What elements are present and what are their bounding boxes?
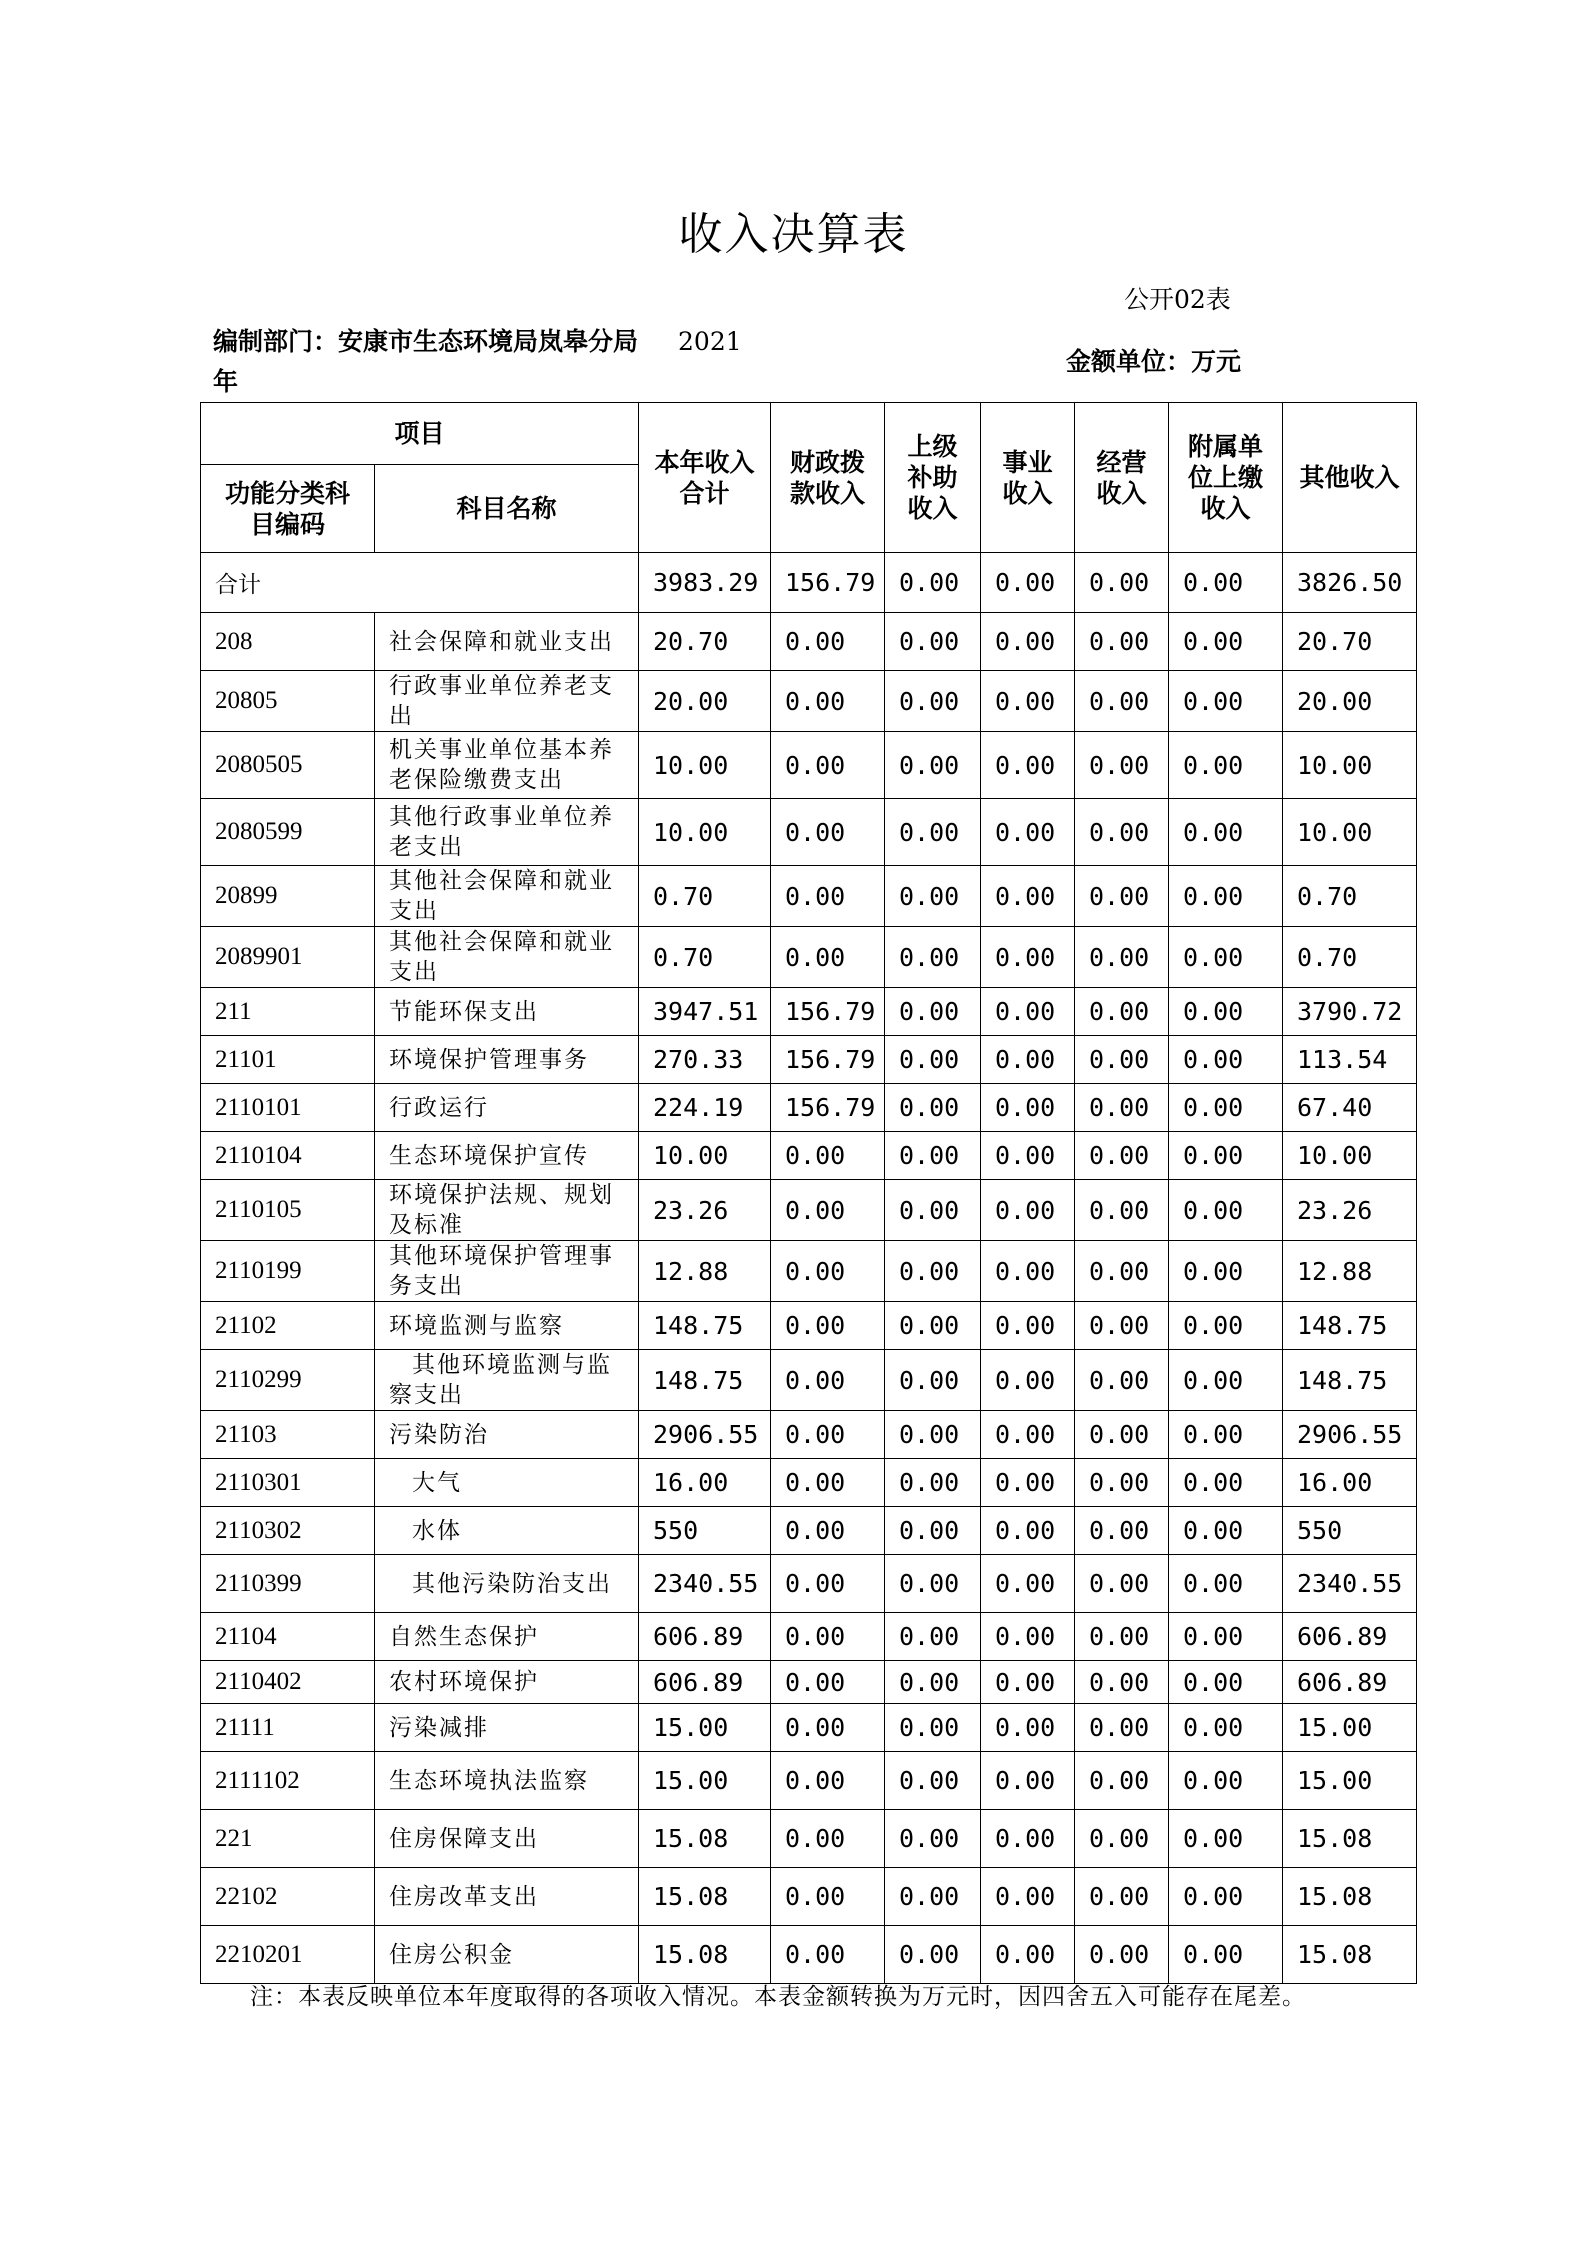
value-cell: 0.00 <box>771 1507 885 1555</box>
table-row <box>201 1704 1417 1752</box>
value-cell: 0.00 <box>771 927 885 988</box>
value-cell: 23.26 <box>639 1180 771 1241</box>
value-cell: 0.00 <box>771 1132 885 1180</box>
name-cell: 生态环境保护宣传 <box>375 1132 639 1180</box>
value-cell: 0.00 <box>1169 1704 1283 1752</box>
code-cell: 2110301 <box>201 1459 375 1507</box>
value-cell: 2340.55 <box>1283 1555 1417 1613</box>
table-row <box>201 1180 1417 1241</box>
table-row <box>201 799 1417 866</box>
value-cell: 0.00 <box>885 1613 981 1661</box>
code-cell: 2080599 <box>201 799 375 866</box>
value-cell: 0.00 <box>1075 1704 1169 1752</box>
value-cell: 0.00 <box>981 1036 1075 1084</box>
value-cell: 0.00 <box>885 732 981 799</box>
value-cell: 0.00 <box>981 1507 1075 1555</box>
code-cell: 2080505 <box>201 732 375 799</box>
value-cell: 156.79 <box>771 1084 885 1132</box>
value-cell: 10.00 <box>639 799 771 866</box>
header-operating <box>1075 403 1169 553</box>
name-cell: 农村环境保护 <box>375 1661 639 1704</box>
value-cell: 15.08 <box>1283 1810 1417 1868</box>
name-cell: 水体 <box>375 1507 639 1555</box>
table-row <box>201 866 1417 927</box>
footnote: 注：本表反映单位本年度取得的各项收入情况。本表金额转换为万元时，因四舍五入可能存在尾差。 <box>250 1984 1306 2010</box>
value-cell: 0.00 <box>1169 1926 1283 1984</box>
table-row <box>201 732 1417 799</box>
value-cell: 0.00 <box>1169 799 1283 866</box>
code-cell: 2110199 <box>201 1241 375 1302</box>
value-cell: 0.00 <box>981 1926 1075 1984</box>
header-code <box>201 465 375 553</box>
value-cell: 0.00 <box>1075 1507 1169 1555</box>
value-cell: 550 <box>639 1507 771 1555</box>
value-cell: 0.00 <box>1075 1084 1169 1132</box>
value-cell: 270.33 <box>639 1036 771 1084</box>
value-cell: 0.00 <box>771 671 885 732</box>
value-cell: 0.00 <box>1169 1661 1283 1704</box>
value-cell: 0.00 <box>885 1868 981 1926</box>
value-cell: 0.00 <box>1075 732 1169 799</box>
value-cell: 15.00 <box>639 1704 771 1752</box>
value-cell: 0.00 <box>1075 927 1169 988</box>
table-row <box>201 1613 1417 1661</box>
value-cell: 0.00 <box>1075 1180 1169 1241</box>
value-cell: 10.00 <box>1283 799 1417 866</box>
name-cell: 其他环境监测与监察支出 <box>375 1350 639 1411</box>
value-cell: 15.00 <box>1283 1704 1417 1752</box>
header-superior <box>885 403 981 553</box>
value-cell: 0.00 <box>1075 1411 1169 1459</box>
name-cell: 住房改革支出 <box>375 1868 639 1926</box>
name-cell: 环境保护法规、规划及标准 <box>375 1180 639 1241</box>
value-cell: 0.00 <box>1075 1810 1169 1868</box>
table-row <box>201 1036 1417 1084</box>
code-cell: 21104 <box>201 1613 375 1661</box>
value-cell: 15.08 <box>1283 1868 1417 1926</box>
code-cell: 20899 <box>201 866 375 927</box>
value-cell: 20.70 <box>1283 613 1417 671</box>
value-cell: 2340.55 <box>639 1555 771 1613</box>
value-cell: 0.00 <box>1169 1810 1283 1868</box>
value-cell: 0.00 <box>1075 1036 1169 1084</box>
value-cell: 0.00 <box>771 1868 885 1926</box>
table-row <box>201 1752 1417 1810</box>
value-cell: 156.79 <box>771 1036 885 1084</box>
value-cell: 0.00 <box>981 1302 1075 1350</box>
value-cell: 0.00 <box>1169 1241 1283 1302</box>
value-cell: 2906.55 <box>1283 1411 1417 1459</box>
value-cell: 0.00 <box>771 732 885 799</box>
value-cell: 0.00 <box>981 1241 1075 1302</box>
table-row <box>201 1926 1417 1984</box>
value-cell: 0.00 <box>885 927 981 988</box>
value-cell: 0.00 <box>885 1661 981 1704</box>
code-cell: 2110402 <box>201 1661 375 1704</box>
total-cell: 0.00 <box>1075 553 1169 613</box>
value-cell: 0.00 <box>885 1132 981 1180</box>
value-cell: 0.00 <box>1075 1613 1169 1661</box>
value-cell: 67.40 <box>1283 1084 1417 1132</box>
value-cell: 10.00 <box>1283 1132 1417 1180</box>
value-cell: 0.70 <box>1283 927 1417 988</box>
value-cell: 2906.55 <box>639 1411 771 1459</box>
value-cell: 0.00 <box>885 1507 981 1555</box>
code-cell: 2111102 <box>201 1752 375 1810</box>
value-cell: 0.00 <box>771 1661 885 1704</box>
table-row <box>201 1132 1417 1180</box>
value-cell: 550 <box>1283 1507 1417 1555</box>
value-cell: 0.00 <box>1075 799 1169 866</box>
value-cell: 0.00 <box>1169 1350 1283 1411</box>
value-cell: 15.00 <box>1283 1752 1417 1810</box>
name-cell: 节能环保支出 <box>375 988 639 1036</box>
value-cell: 0.00 <box>981 1752 1075 1810</box>
value-cell: 0.00 <box>981 1661 1075 1704</box>
value-cell: 16.00 <box>639 1459 771 1507</box>
income-table <box>200 402 1417 1984</box>
value-cell: 0.00 <box>771 1555 885 1613</box>
value-cell: 0.00 <box>1075 671 1169 732</box>
value-cell: 0.00 <box>885 1752 981 1810</box>
value-cell: 0.00 <box>981 1350 1075 1411</box>
total-cell: 3983.29 <box>639 553 771 613</box>
value-cell: 23.26 <box>1283 1180 1417 1241</box>
value-cell: 0.00 <box>1075 1350 1169 1411</box>
value-cell: 0.00 <box>1169 1180 1283 1241</box>
name-cell: 机关事业单位基本养老保险缴费支出 <box>375 732 639 799</box>
name-cell: 污染减排 <box>375 1704 639 1752</box>
name-cell: 住房保障支出 <box>375 1810 639 1868</box>
value-cell: 0.00 <box>1075 1752 1169 1810</box>
name-cell: 大气 <box>375 1459 639 1507</box>
name-cell: 其他污染防治支出 <box>375 1555 639 1613</box>
table-row <box>201 1084 1417 1132</box>
table-row <box>201 1350 1417 1411</box>
value-cell: 148.75 <box>639 1302 771 1350</box>
code-cell: 221 <box>201 1810 375 1868</box>
header-total-text: 本年收入合计 <box>654 447 755 508</box>
value-cell: 0.00 <box>1075 1302 1169 1350</box>
code-cell: 20805 <box>201 671 375 732</box>
code-cell: 2110105 <box>201 1180 375 1241</box>
value-cell: 0.00 <box>1169 988 1283 1036</box>
value-cell: 20.00 <box>1283 671 1417 732</box>
value-cell: 0.00 <box>771 1810 885 1868</box>
header-project: 项目 <box>201 403 639 465</box>
value-cell: 15.08 <box>639 1810 771 1868</box>
value-cell: 0.00 <box>981 1132 1075 1180</box>
value-cell: 0.00 <box>771 1302 885 1350</box>
value-cell: 606.89 <box>639 1613 771 1661</box>
value-cell: 20.00 <box>639 671 771 732</box>
value-cell: 0.00 <box>981 1180 1075 1241</box>
value-cell: 0.00 <box>771 1180 885 1241</box>
value-cell: 0.00 <box>1169 732 1283 799</box>
value-cell: 0.00 <box>885 671 981 732</box>
table-row <box>201 1302 1417 1350</box>
value-cell: 15.08 <box>639 1868 771 1926</box>
value-cell: 0.00 <box>981 1704 1075 1752</box>
value-cell: 156.79 <box>771 988 885 1036</box>
table-row <box>201 1868 1417 1926</box>
year: 2021 <box>678 327 742 356</box>
value-cell: 0.00 <box>981 1411 1075 1459</box>
value-cell: 224.19 <box>639 1084 771 1132</box>
value-cell: 0.00 <box>1169 1302 1283 1350</box>
code-cell: 208 <box>201 613 375 671</box>
name-cell: 行政运行 <box>375 1084 639 1132</box>
value-cell: 0.00 <box>981 1810 1075 1868</box>
value-cell: 0.00 <box>1169 927 1283 988</box>
value-cell: 0.00 <box>981 613 1075 671</box>
value-cell: 15.08 <box>639 1926 771 1984</box>
header-code-text: 功能分类科目编码 <box>224 478 350 539</box>
value-cell: 0.00 <box>771 1704 885 1752</box>
header-operating-text: 经营收入 <box>1096 447 1147 508</box>
value-cell: 148.75 <box>639 1350 771 1411</box>
amount-unit: 金额单位：万元 <box>1066 347 1242 376</box>
value-cell: 0.00 <box>1169 1507 1283 1555</box>
value-cell: 0.70 <box>639 866 771 927</box>
value-cell: 3790.72 <box>1283 988 1417 1036</box>
value-cell: 606.89 <box>1283 1661 1417 1704</box>
name-cell: 环境监测与监察 <box>375 1302 639 1350</box>
total-cell: 156.79 <box>771 553 885 613</box>
code-cell: 2110302 <box>201 1507 375 1555</box>
value-cell: 0.00 <box>981 1868 1075 1926</box>
table-row <box>201 1411 1417 1459</box>
table-row <box>201 671 1417 732</box>
table-row <box>201 1555 1417 1613</box>
total-cell: 0.00 <box>981 553 1075 613</box>
table-row <box>201 1810 1417 1868</box>
value-cell: 0.00 <box>771 1241 885 1302</box>
name-cell: 行政事业单位养老支出 <box>375 671 639 732</box>
table-row <box>201 1241 1417 1302</box>
value-cell: 0.00 <box>885 1036 981 1084</box>
value-cell: 0.00 <box>1075 866 1169 927</box>
value-cell: 0.00 <box>981 1459 1075 1507</box>
code-cell: 22102 <box>201 1868 375 1926</box>
header-name: 科目名称 <box>375 465 639 553</box>
header-other: 其他收入 <box>1283 403 1417 553</box>
table-row <box>201 1459 1417 1507</box>
value-cell: 0.00 <box>885 866 981 927</box>
value-cell: 0.00 <box>1169 1411 1283 1459</box>
code-cell: 2110104 <box>201 1132 375 1180</box>
value-cell: 12.88 <box>1283 1241 1417 1302</box>
name-cell: 其他环境保护管理事务支出 <box>375 1241 639 1302</box>
header-business <box>981 403 1075 553</box>
value-cell: 148.75 <box>1283 1350 1417 1411</box>
header-fiscal <box>771 403 885 553</box>
table-row <box>201 988 1417 1036</box>
page-title: 收入决算表 <box>678 209 909 260</box>
value-cell: 0.00 <box>1169 1868 1283 1926</box>
code-cell: 2110299 <box>201 1350 375 1411</box>
value-cell: 15.00 <box>639 1752 771 1810</box>
code-cell: 2089901 <box>201 927 375 988</box>
value-cell: 0.00 <box>885 1084 981 1132</box>
value-cell: 10.00 <box>639 732 771 799</box>
value-cell: 0.00 <box>885 613 981 671</box>
value-cell: 0.00 <box>885 1411 981 1459</box>
value-cell: 0.00 <box>771 1926 885 1984</box>
value-cell: 0.00 <box>1169 613 1283 671</box>
value-cell: 0.00 <box>771 613 885 671</box>
form-number: 公开02表 <box>1124 285 1231 314</box>
value-cell: 3947.51 <box>639 988 771 1036</box>
value-cell: 148.75 <box>1283 1302 1417 1350</box>
header-affiliated-text: 附属单位上缴收入 <box>1187 432 1263 523</box>
value-cell: 0.00 <box>885 1180 981 1241</box>
header-fiscal-text: 财政拨款收入 <box>789 447 865 508</box>
value-cell: 0.00 <box>1169 1752 1283 1810</box>
value-cell: 0.00 <box>1075 1926 1169 1984</box>
value-cell: 0.00 <box>771 1411 885 1459</box>
table-row <box>201 927 1417 988</box>
value-cell: 0.00 <box>885 1302 981 1350</box>
value-cell: 0.00 <box>885 988 981 1036</box>
value-cell: 0.00 <box>1169 1036 1283 1084</box>
code-cell: 21101 <box>201 1036 375 1084</box>
value-cell: 0.00 <box>1169 1459 1283 1507</box>
value-cell: 0.00 <box>981 732 1075 799</box>
value-cell: 0.00 <box>981 988 1075 1036</box>
value-cell: 0.00 <box>885 799 981 866</box>
value-cell: 0.00 <box>885 1241 981 1302</box>
value-cell: 0.00 <box>1075 1868 1169 1926</box>
value-cell: 10.00 <box>639 1132 771 1180</box>
value-cell: 0.00 <box>1075 1459 1169 1507</box>
value-cell: 113.54 <box>1283 1036 1417 1084</box>
value-cell: 0.00 <box>981 866 1075 927</box>
code-cell: 2210201 <box>201 1926 375 1984</box>
value-cell: 0.00 <box>885 1810 981 1868</box>
value-cell: 0.00 <box>981 1555 1075 1613</box>
value-cell: 0.00 <box>1075 1555 1169 1613</box>
total-cell: 3826.50 <box>1283 553 1417 613</box>
value-cell: 0.00 <box>771 1350 885 1411</box>
value-cell: 0.00 <box>1075 613 1169 671</box>
value-cell: 0.00 <box>1169 1555 1283 1613</box>
value-cell: 16.00 <box>1283 1459 1417 1507</box>
name-cell: 其他社会保障和就业支出 <box>375 927 639 988</box>
code-cell: 2110101 <box>201 1084 375 1132</box>
value-cell: 0.00 <box>885 1926 981 1984</box>
header-business-text: 事业收入 <box>1002 447 1053 508</box>
year-suffix: 年 <box>213 367 239 396</box>
total-cell: 0.00 <box>1169 553 1283 613</box>
value-cell: 0.00 <box>771 1752 885 1810</box>
value-cell: 20.70 <box>639 613 771 671</box>
value-cell: 0.00 <box>1169 671 1283 732</box>
name-cell: 生态环境执法监察 <box>375 1752 639 1810</box>
value-cell: 12.88 <box>639 1241 771 1302</box>
value-cell: 0.00 <box>771 1459 885 1507</box>
code-cell: 2110399 <box>201 1555 375 1613</box>
value-cell: 0.00 <box>1075 988 1169 1036</box>
table-row <box>201 1507 1417 1555</box>
value-cell: 0.00 <box>885 1350 981 1411</box>
department-line <box>213 322 773 402</box>
name-cell: 住房公积金 <box>375 1926 639 1984</box>
value-cell: 0.00 <box>1169 1084 1283 1132</box>
value-cell: 0.00 <box>1075 1241 1169 1302</box>
value-cell: 606.89 <box>1283 1613 1417 1661</box>
code-cell: 211 <box>201 988 375 1036</box>
table-row <box>201 1661 1417 1704</box>
value-cell: 0.00 <box>981 1084 1075 1132</box>
header-affiliated <box>1169 403 1283 553</box>
value-cell: 0.70 <box>639 927 771 988</box>
value-cell: 0.00 <box>771 799 885 866</box>
header-superior-text: 上级补助收入 <box>907 432 958 523</box>
code-cell: 21103 <box>201 1411 375 1459</box>
code-cell: 21102 <box>201 1302 375 1350</box>
value-cell: 0.00 <box>1075 1132 1169 1180</box>
value-cell: 0.00 <box>1169 1613 1283 1661</box>
value-cell: 0.00 <box>981 799 1075 866</box>
name-cell: 社会保障和就业支出 <box>375 613 639 671</box>
value-cell: 0.00 <box>1075 1661 1169 1704</box>
value-cell: 0.70 <box>1283 866 1417 927</box>
value-cell: 0.00 <box>885 1459 981 1507</box>
value-cell: 0.00 <box>1169 1132 1283 1180</box>
code-cell: 21111 <box>201 1704 375 1752</box>
name-cell: 其他行政事业单位养老支出 <box>375 799 639 866</box>
name-cell: 自然生态保护 <box>375 1613 639 1661</box>
value-cell: 0.00 <box>981 927 1075 988</box>
table-row <box>201 613 1417 671</box>
value-cell: 0.00 <box>771 1613 885 1661</box>
name-cell: 环境保护管理事务 <box>375 1036 639 1084</box>
total-label: 合计 <box>201 553 639 613</box>
value-cell: 0.00 <box>981 1613 1075 1661</box>
name-cell: 污染防治 <box>375 1411 639 1459</box>
name-cell: 其他社会保障和就业支出 <box>375 866 639 927</box>
value-cell: 10.00 <box>1283 732 1417 799</box>
value-cell: 15.08 <box>1283 1926 1417 1984</box>
header-total <box>639 403 771 553</box>
value-cell: 0.00 <box>1169 866 1283 927</box>
value-cell: 606.89 <box>639 1661 771 1704</box>
value-cell: 0.00 <box>885 1704 981 1752</box>
value-cell: 0.00 <box>981 671 1075 732</box>
total-row <box>201 553 1417 613</box>
value-cell: 0.00 <box>885 1555 981 1613</box>
value-cell: 0.00 <box>771 866 885 927</box>
department-label: 编制部门：安康市生态环境局岚皋分局 <box>213 327 639 356</box>
total-cell: 0.00 <box>885 553 981 613</box>
